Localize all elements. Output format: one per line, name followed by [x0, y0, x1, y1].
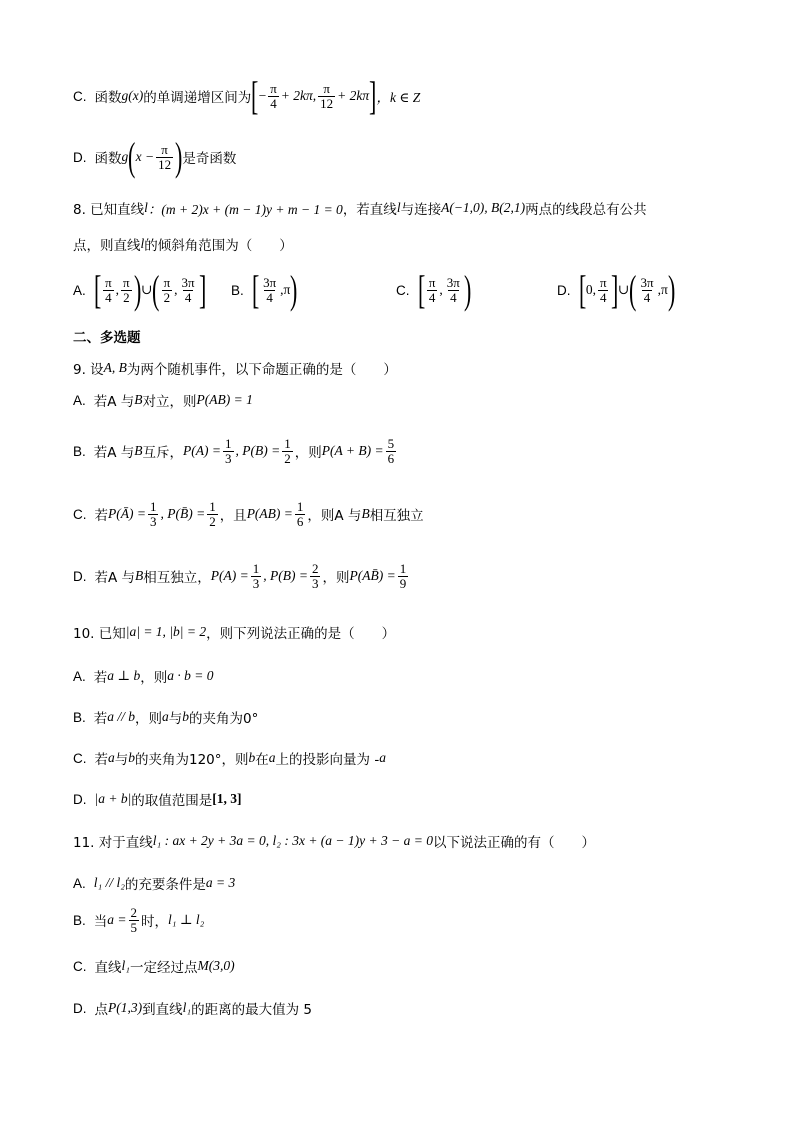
option-label: C. — [73, 958, 87, 974]
option-label: C. — [396, 282, 410, 298]
q9-option-c: C. 若 P(Ā) = $\frac{1}{3}$ , P(B̄) = $\frac{1}{2}$ ，且 P(AB) = $\frac{1}{6}$ ，则A 与 B 相互独立 — [73, 499, 424, 529]
option-label: B. — [73, 709, 86, 725]
q11-option-a: A. l₁ // l₂ 的充要条件是 a = 3 — [73, 875, 236, 893]
option-label: D. — [557, 282, 571, 298]
option-label: A. — [73, 668, 86, 684]
q10-option-b: B. 若 a // b ，则 a 与 b 的夹角为0° — [73, 709, 259, 727]
q8-stem-line1: 8. 已知直线 l ：(m + 2)x + (m − 1)y + m − 1 = 0 ，若直线 l 与连接 A(−1,0), B(2,1) 两点的线段总有公共 — [73, 200, 647, 218]
q11-option-c: C. 直线 l₁ 一定经过点 M(3,0) — [73, 958, 235, 976]
q7-option-d: D. 函数 g ( x − $\frac{\pi}{12}$ ) 是奇函数 — [73, 134, 237, 179]
right-bracket: ] — [369, 73, 377, 118]
option-label: D. — [73, 568, 87, 584]
q9-option-d: D. 若A 与 B 相互独立， P(A) = $\frac{1}{3}$ , P(B) = $\frac{2}{3}$ ，则 P(AB̄) = $\frac{1}{9}$ — [73, 561, 407, 591]
q11-option-d: D. 点 P(1,3) 到直线 l₁ 的距离的最大值为 5 — [73, 1000, 312, 1018]
option-label: D. — [73, 1000, 87, 1016]
option-label: A. — [73, 282, 86, 298]
fraction: $\frac{\pi}{12}$ — [158, 141, 172, 172]
option-label: A. — [73, 392, 86, 408]
q10-stem: 10. 已知 |a| = 1, |b| = 2 ，则下列说法正确的是（ ） — [73, 624, 396, 642]
q8-option-a: A. [ $\frac{\pi}{4}$ , $\frac{\pi}{2}$ ) ∪ ( $\frac{\pi}{2}$ , $\frac{3\pi}{4}$ ] — [73, 267, 206, 312]
fraction: $\frac{\pi}{4}$ — [270, 80, 277, 111]
q8-option-c: C. [ $\frac{\pi}{4}$ , $\frac{3\pi}{4}$ ) — [396, 267, 472, 312]
q8-stem-line2: 点，则直线 l 的倾斜角范围为（ ） — [73, 236, 293, 254]
q10-option-a: A. 若 a ⊥ b ，则 a · b = 0 — [73, 668, 214, 686]
q8-option-d: D. [ 0, $\frac{\pi}{4}$ ] ∪ ( $\frac{3\pi}{4}$ ,π ) — [557, 267, 676, 312]
option-label: B. — [73, 443, 86, 459]
option-label: B. — [73, 912, 86, 928]
fraction: $\frac{\pi}{12}$ — [320, 80, 334, 111]
q10-option-c: C. 若 a 与 b 的夹角为120°，则 b 在 a 上的投影向量为 - a — [73, 750, 386, 768]
q7-option-c: C. 函数 g(x) 的单调递增区间为 [ − $\frac{\pi}{4}$ + 2kπ, $\frac{\pi}{12}$ + 2kπ ] ，k ∈ Z — [73, 73, 421, 118]
option-label: C. — [73, 506, 87, 522]
q11-stem: 11. 对于直线 l₁ : ax + 2y + 3a = 0, l₂ : 3x + (a − 1)y + 3 − a = 0 以下说法正确的有（ ） — [73, 833, 595, 851]
q9-option-a: A. 若A 与 B 对立，则 P(AB) = 1 — [73, 392, 253, 410]
option-label: C. — [73, 88, 87, 104]
q9-option-b: B. 若A 与 B 互斥， P(A) = $\frac{1}{3}$ , P(B) = $\frac{1}{2}$ ，则 P(A + B) = $\frac{5}{6}$ — [73, 436, 395, 466]
option-label: B. — [231, 282, 244, 298]
q8-option-b: B. [ $\frac{3\pi}{4}$ ,π ) — [231, 267, 298, 312]
left-bracket: [ — [251, 73, 259, 118]
q11-option-b: B. 当 a = $\frac{2}{5}$ 时， l₁ ⊥ l₂ — [73, 905, 205, 935]
option-label: C. — [73, 750, 87, 766]
option-label: D. — [73, 791, 87, 807]
section-heading: 二、多选题 — [73, 330, 141, 346]
q10-option-d: D. |a + b| 的取值范围是 [1, 3] — [73, 791, 242, 809]
q9-stem: 9. 设 A, B 为两个随机事件，以下命题正确的是（ ） — [73, 360, 397, 378]
option-label: D. — [73, 149, 87, 165]
option-label: A. — [73, 875, 86, 891]
